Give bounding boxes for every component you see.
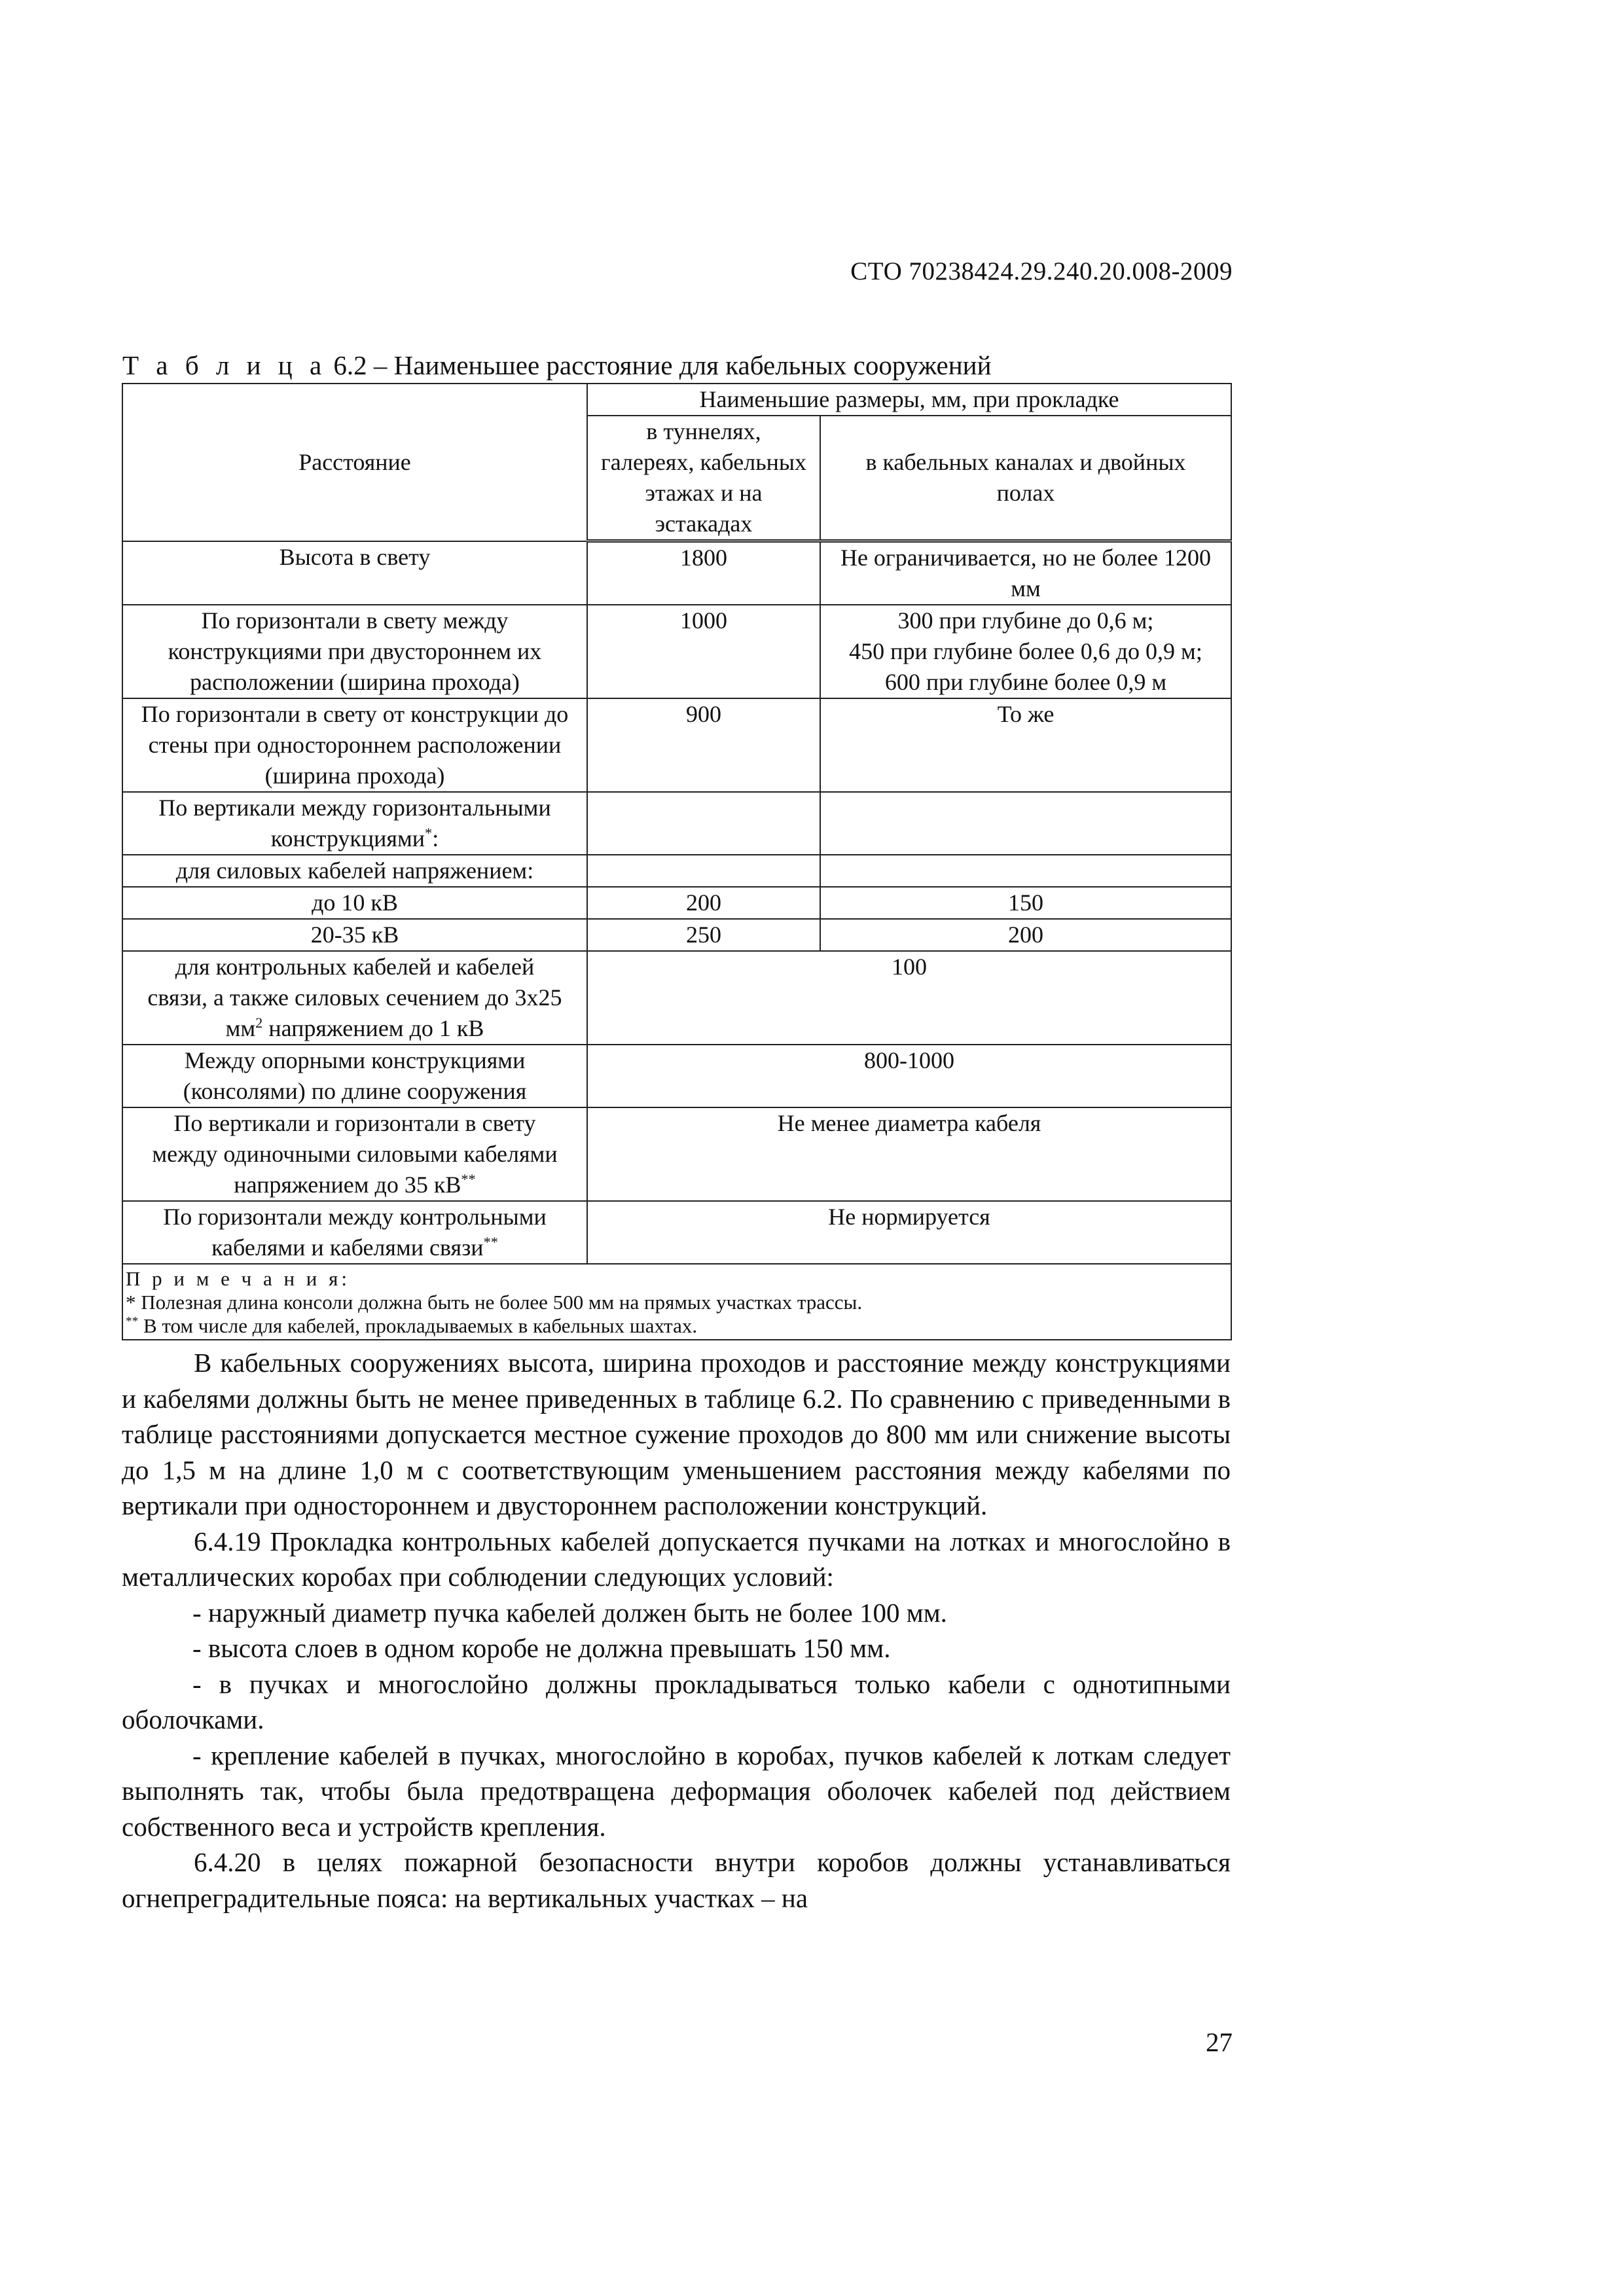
document-code: СТО 70238424.29.240.20.008-2009 <box>850 257 1233 285</box>
header-tunnels: в туннелях, галереях, кабельных этажах и на эстакадах <box>587 416 820 541</box>
superscript: 2 <box>255 1014 263 1031</box>
table-row <box>122 951 1231 1045</box>
table-header-row <box>122 384 1231 416</box>
footnote-mark: * <box>425 825 433 841</box>
list-item: - в пучках и многослойно должны прокладываться только кабели с однотипными оболочками. <box>122 1668 1231 1734</box>
list-item: - высота слоев в одном коробе не должна превышать 150 мм. <box>192 1633 891 1663</box>
table-row <box>122 1045 1231 1107</box>
header-distance: Расстояние <box>122 384 587 541</box>
cell-merged: 800-1000 <box>587 1045 1231 1107</box>
paragraph-6-4-20: 6.4.20 в целях пожарной безопасности внутри коробов должны устанавливаться огнепреградительные пояса: на вертикальных участках – на <box>122 1847 1231 1913</box>
cell-tunnel: 200 <box>587 887 820 919</box>
cell-channel <box>820 605 1231 698</box>
paragraph-6-4-19: 6.4.19 Прокладка контрольных кабелей допускается пучками на лотках и многослойно в металлических коробах при соблюдении следующих условий: <box>122 1526 1231 1592</box>
table-caption-text: 6.2 – Наименьшее расстояние для кабельных сооружений <box>333 350 992 380</box>
cell-channel <box>820 792 1231 855</box>
paragraph: В кабельных сооружениях высота, ширина проходов и расстояние между конструкциями и кабелями должны быть не менее приведенных в таблице 6.2. По сравнению с приведенными в таблице расстояниями допускается местное сужение проходов до 800 мм или снижение высоты до 1,5 м на длине 1,0 м с соответствующим уменьшением расстояния между кабелями по вертикали при одностороннем и двустороннем расположении конструкций. <box>122 1348 1231 1520</box>
table-notes <box>122 1264 1231 1340</box>
row-label: Между опорными конструкциями (консолями) по длине сооружения <box>122 1045 587 1107</box>
channel-line: 600 при глубине более 0,9 м <box>884 669 1167 695</box>
cell-tunnel: 250 <box>587 919 820 951</box>
note-2: ** В том числе для кабелей, прокладываемых в кабельных шахтах. <box>126 1314 698 1337</box>
table-row <box>122 919 1231 951</box>
footnote-mark: ** <box>483 1234 498 1250</box>
row-label: для контрольных кабелей и кабелей связи, а также силовых сечением до 3х25 $мм^2$ напряжением до 1 кВ <box>122 951 587 1045</box>
notes-title: П р и м е ч а н и я: <box>126 1267 351 1290</box>
row-label: По горизонтали между контрольными кабелями и кабелями связи** <box>122 1201 587 1264</box>
header-min-sizes: Наименьшие размеры, мм, при прокладке <box>587 384 1231 416</box>
row-label: По горизонтали в свету от конструкции до стены при одностороннем расположении (ширина прохода) <box>122 698 587 792</box>
row-label: По вертикали и горизонтали в свету между одиночными силовыми кабелями напряжением до 35 кВ** <box>122 1107 587 1201</box>
row-label: до 10 кВ <box>122 887 587 919</box>
channel-line: 300 при глубине до 0,6 м; <box>897 607 1154 634</box>
row-label: Высота в свету <box>122 541 587 605</box>
cell-channel: То же <box>820 698 1231 792</box>
cell-tunnel: 1800 <box>587 541 820 605</box>
cell-tunnel: 1000 <box>587 605 820 698</box>
table-notes-row <box>122 1264 1231 1340</box>
cell-channel: Не ограничивается, но не более 1200 мм <box>820 541 1231 605</box>
cell-channel: 200 <box>820 919 1231 951</box>
page-number: 27 <box>1206 2027 1233 2057</box>
cell-merged: Не нормируется <box>587 1201 1231 1264</box>
table-row <box>122 605 1231 698</box>
distances-table <box>122 383 1232 1340</box>
body-text <box>122 1345 1231 1916</box>
cell-channel <box>820 855 1231 887</box>
row-label: По вертикали между горизонтальными конструкциями*: <box>122 792 587 855</box>
table-row <box>122 855 1231 887</box>
table-row <box>122 541 1231 605</box>
cell-merged: Не менее диаметра кабеля <box>587 1107 1231 1201</box>
cell-tunnel <box>587 855 820 887</box>
row-label: 20-35 кВ <box>122 919 587 951</box>
table-caption-label: Т а б л и ц а <box>122 350 327 380</box>
list-item: - наружный диаметр пучка кабелей должен быть не более 100 мм. <box>192 1597 947 1628</box>
list-item: - крепление кабелей в пучках, многослойно в коробах, пучков кабелей к лоткам следует выполнять так, чтобы была предотвращена деформация оболочек кабелей под действием собственного веса и устройств крепления. <box>122 1740 1231 1842</box>
table-row <box>122 887 1231 919</box>
cell-tunnel: 900 <box>587 698 820 792</box>
row-label: По горизонтали в свету между конструкциями при двустороннем их расположении (ширина прохода) <box>122 605 587 698</box>
channel-line: 450 при глубине более 0,6 до 0,9 м; <box>849 638 1202 664</box>
header-channels: в кабельных каналах и двойных полах <box>820 416 1231 541</box>
cell-tunnel <box>587 792 820 855</box>
table-row <box>122 1107 1231 1201</box>
table-row <box>122 792 1231 855</box>
table-row <box>122 1201 1231 1264</box>
row-label: для силовых кабелей напряжением: <box>122 855 587 887</box>
table-caption <box>122 350 992 381</box>
cell-merged: 100 <box>587 951 1231 1045</box>
cell-channel: 150 <box>820 887 1231 919</box>
footnote-mark: ** <box>461 1171 476 1187</box>
note-1: * Полезная длина консоли должна быть не более 500 мм на прямых участках трассы. <box>126 1291 863 1314</box>
table-row <box>122 698 1231 792</box>
